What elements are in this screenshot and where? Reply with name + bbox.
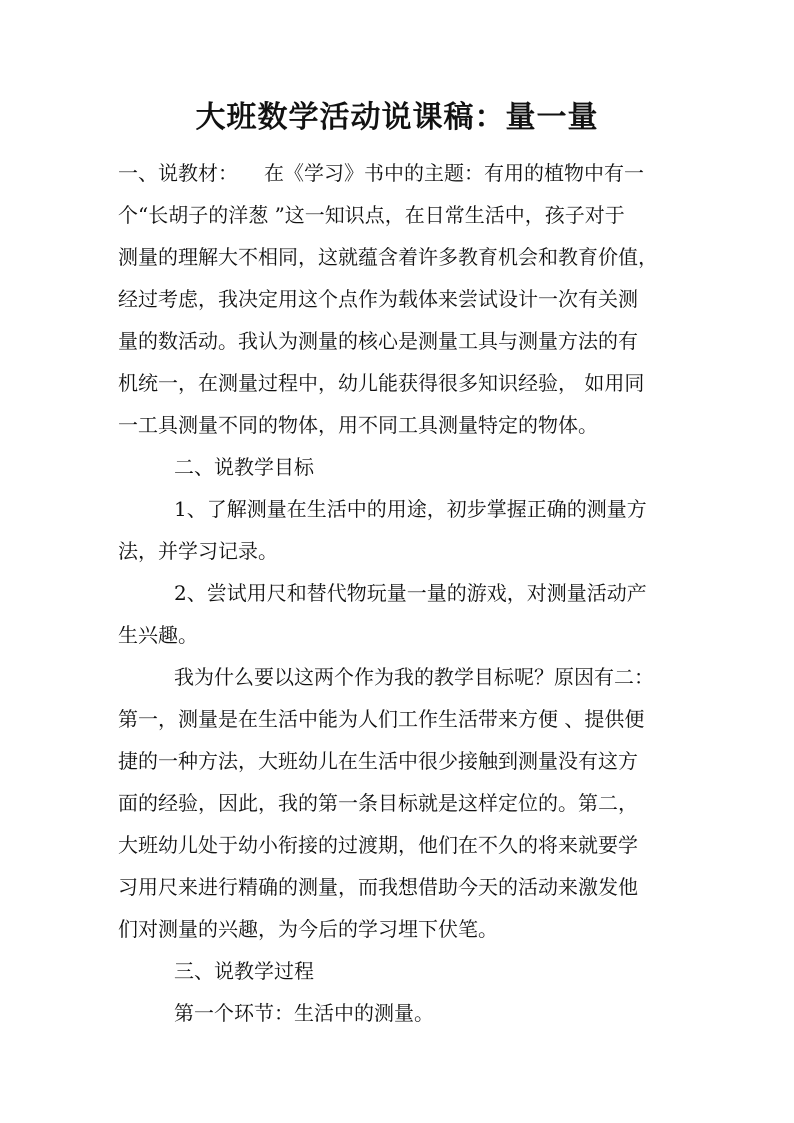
text-line-17: 大班幼儿处于幼小衔接的过渡期，他们在不久的将来就要学 bbox=[118, 833, 638, 857]
text-line-3: 测量的理解大不相同，这就蕴含着许多教育机会和教育价值， bbox=[118, 245, 658, 269]
text-line-9: 1、了解测量在生活中的用途，初步掌握正确的测量方 bbox=[174, 497, 647, 521]
section-heading-3: 三、说教学过程 bbox=[174, 959, 314, 983]
text-line-5: 量的数活动。我认为测量的核心是测量工具与测量方法的有 bbox=[118, 329, 638, 353]
text-line-21: 第一个环节：生活中的测量。 bbox=[174, 1001, 434, 1025]
text-line-15: 捷的一种方法，大班幼儿在生活中很少接触到测量没有这方 bbox=[118, 749, 638, 773]
text-line-6: 机统一，在测量过程中，幼儿能获得很多知识经验， 如用同 bbox=[118, 371, 645, 395]
text-line-13: 我为什么要以这两个作为我的教学目标呢？原因有二： bbox=[174, 665, 654, 689]
document-body bbox=[118, 152, 684, 1034]
text-line-2: 个“长胡子的洋葱 ”这一知识点，在日常生活中，孩子对于 bbox=[118, 203, 625, 227]
text-line-19: 们对测量的兴趣，为今后的学习埋下伏笔。 bbox=[118, 917, 498, 941]
text-line-14: 第一，测量是在生活中能为人们工作生活带来方便 、提供便 bbox=[118, 707, 645, 731]
text-line-1 bbox=[118, 152, 684, 194]
text-line-18: 习用尺来进行精确的测量，而我想借助今天的活动来激发他 bbox=[118, 875, 638, 899]
text-line-7: 一工具测量不同的物体，用不同工具测量特定的物体。 bbox=[118, 413, 598, 437]
text-line-11: 2、尝试用尺和替代物玩量一量的游戏，对测量活动产 bbox=[174, 581, 647, 605]
text-line-12: 生兴趣。 bbox=[118, 623, 198, 647]
line-text: 在《学习》书中的主题：有用的植物中有一 bbox=[264, 161, 644, 185]
section-label: 一、说教材： bbox=[118, 161, 238, 185]
section-heading-2: 二、说教学目标 bbox=[174, 455, 314, 479]
text-line-10: 法，并学习记录。 bbox=[118, 539, 278, 563]
text-line-16: 面的经验，因此，我的第一条目标就是这样定位的。第二， bbox=[118, 791, 638, 815]
document-title: 大班数学活动说课稿：量一量 bbox=[195, 100, 599, 135]
text-line-4: 经过考虑，我决定用这个点作为载体来尝试设计一次有关测 bbox=[118, 287, 638, 311]
